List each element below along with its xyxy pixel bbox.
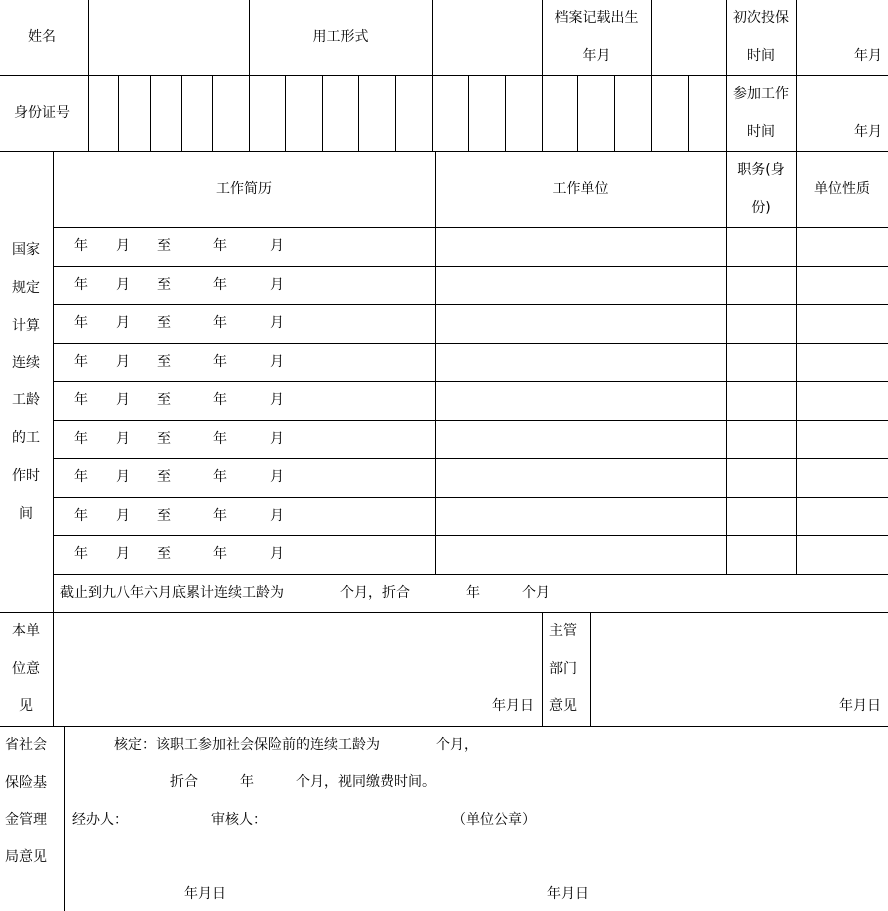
cell-to: 至 (157, 431, 171, 447)
side-label-line: 间 (19, 506, 33, 522)
cell-year-to: 年 (213, 354, 227, 370)
col-position-header: 职务(身 (737, 162, 785, 178)
cell-year-to: 年 (213, 277, 227, 293)
bureau-label-line: 保险基 (5, 775, 47, 791)
name-label: 姓名 (28, 29, 56, 45)
col-unit-header: 工作单位 (552, 181, 609, 197)
cell-month-from: 月 (116, 354, 130, 370)
cell-month-to: 月 (270, 315, 284, 331)
cell-to: 至 (157, 508, 171, 524)
bureau-label-line: 局意见 (5, 849, 47, 865)
bureau-label-line: 金管理 (5, 812, 47, 828)
cell-year-to: 年 (213, 546, 227, 562)
id-number-label: 身份证号 (14, 105, 70, 121)
join-work-label-line2: 时间 (747, 124, 775, 140)
join-work-value: 年月 (854, 124, 882, 140)
cell-month-to: 月 (270, 354, 284, 370)
unit-opinion-line: 见 (19, 698, 33, 714)
join-work-label: 参加工作 (733, 86, 789, 102)
cell-year-to: 年 (213, 392, 227, 408)
archive-birth-label: 档案记载出生 (554, 10, 639, 26)
cell-year-from: 年 (74, 392, 88, 408)
bureau-date-right: 年月日 (547, 886, 589, 902)
side-label-line: 工龄 (12, 392, 40, 408)
bureau-verify-text: 核定：该职工参加社会保险前的连续工龄为 (114, 737, 380, 753)
bureau-zhehe: 折合 (170, 774, 198, 790)
cell-to: 至 (157, 469, 171, 485)
cell-month-from: 月 (116, 431, 130, 447)
dept-opinion-line: 意见 (549, 698, 577, 714)
employment-form-label: 用工形式 (312, 29, 369, 45)
cell-year-to: 年 (213, 238, 227, 254)
cell-year-from: 年 (74, 508, 88, 524)
cell-month-to: 月 (270, 392, 284, 408)
cell-month-from: 月 (116, 238, 130, 254)
bureau-handler: 经办人： (72, 812, 128, 828)
cell-month-to: 月 (270, 508, 284, 524)
bureau-reviewer: 审核人： (211, 812, 267, 828)
cell-year-from: 年 (74, 546, 88, 562)
cell-year-to: 年 (213, 469, 227, 485)
unit-opinion-line: 本单 (12, 623, 40, 639)
archive-birth-label-line2: 年月 (582, 48, 611, 64)
first-insured-label: 初次投保 (733, 10, 789, 26)
col-position-header-line2: 份) (751, 200, 771, 216)
cell-month-to: 月 (270, 431, 284, 447)
summary-months: 个月 (522, 585, 550, 601)
summary-year: 年 (466, 585, 480, 601)
cell-month-to: 月 (270, 469, 284, 485)
cell-year-to: 年 (213, 431, 227, 447)
bureau-year: 年 (240, 774, 254, 790)
cell-to: 至 (157, 277, 171, 293)
cell-year-from: 年 (74, 469, 88, 485)
cell-year-to: 年 (213, 508, 227, 524)
side-label-line: 作时 (12, 468, 40, 484)
bureau-label-line: 省社会 (5, 737, 47, 753)
cell-to: 至 (157, 238, 171, 254)
cell-month-to: 月 (270, 238, 284, 254)
cell-year-to: 年 (213, 315, 227, 331)
col-resume-header: 工作简历 (216, 181, 272, 197)
cell-year-from: 年 (74, 238, 88, 254)
col-unit-type-header: 单位性质 (814, 181, 870, 197)
first-insured-value: 年月 (854, 48, 882, 64)
side-label-line: 计算 (12, 318, 40, 334)
bureau-verify-months: 个月， (436, 737, 478, 753)
dept-opinion-date: 年月日 (839, 698, 881, 714)
dept-opinion-line: 主管 (549, 623, 577, 639)
bureau-date-left: 年月日 (184, 886, 226, 902)
cell-month-from: 月 (116, 392, 130, 408)
first-insured-label-line2: 时间 (747, 48, 775, 64)
cell-month-to: 月 (270, 277, 284, 293)
cell-month-from: 月 (116, 469, 130, 485)
cell-month-from: 月 (116, 546, 130, 562)
cell-to: 至 (157, 392, 171, 408)
unit-opinion-line: 位意 (12, 661, 40, 677)
cell-to: 至 (157, 354, 171, 370)
cell-to: 至 (157, 315, 171, 331)
cell-month-to: 月 (270, 546, 284, 562)
cell-month-from: 月 (116, 315, 130, 331)
cell-month-from: 月 (116, 508, 130, 524)
unit-opinion-date: 年月日 (492, 698, 534, 714)
dept-opinion-line: 部门 (549, 661, 577, 677)
summary-months-zhehe: 个月，折合 (340, 585, 410, 601)
side-label-line: 规定 (12, 280, 40, 296)
side-label-line: 连续 (12, 355, 40, 371)
cell-to: 至 (157, 546, 171, 562)
bureau-seal: （单位公章） (452, 812, 536, 828)
bureau-months-tail: 个月，视同缴费时间。 (296, 774, 436, 790)
summary-prefix: 截止到九八年六月底累计连续工龄为 (60, 585, 284, 601)
cell-year-from: 年 (74, 277, 88, 293)
side-label-line: 的工 (12, 430, 40, 446)
cell-year-from: 年 (74, 315, 88, 331)
side-label-line: 国家 (12, 242, 40, 258)
cell-year-from: 年 (74, 354, 88, 370)
cell-month-from: 月 (116, 277, 130, 293)
cell-year-from: 年 (74, 431, 88, 447)
